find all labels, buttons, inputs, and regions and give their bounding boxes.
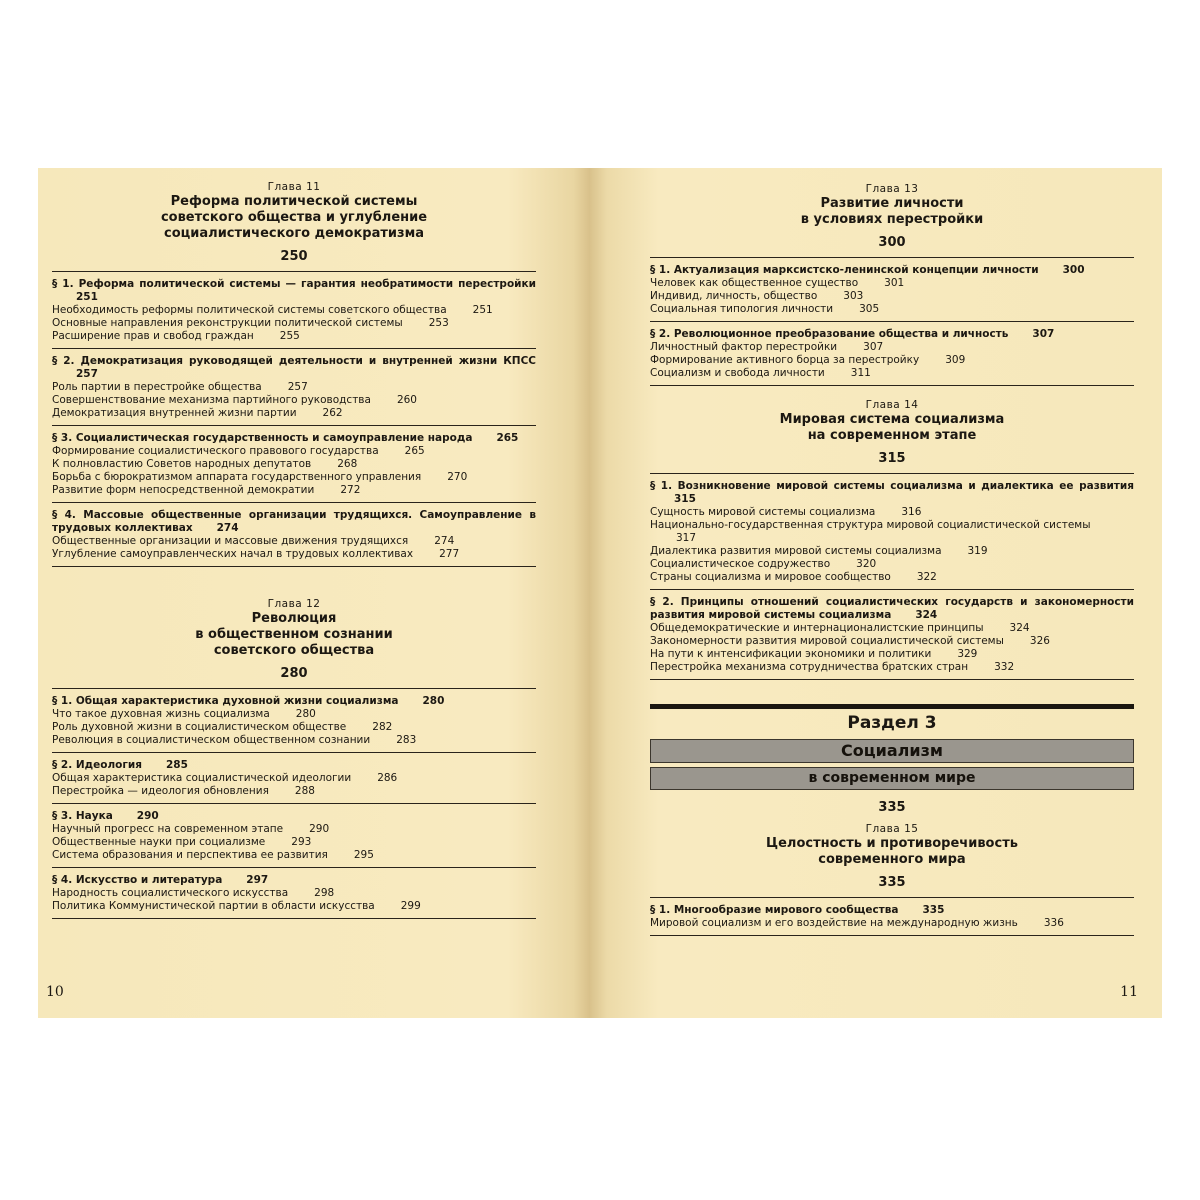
- toc-section: [650, 897, 1134, 936]
- section-heading-text: § 3. Наука: [52, 810, 113, 822]
- entry-text: Революция в социалистическом общественном сознании: [52, 734, 371, 746]
- toc-entry: [52, 317, 536, 330]
- entry-page: 320: [856, 558, 877, 570]
- chapter-label: Глава 13: [865, 183, 919, 195]
- chapter-15: [650, 822, 1134, 936]
- chapter-header: [52, 180, 536, 265]
- section-page: 297: [246, 874, 269, 886]
- toc-entry: [52, 823, 536, 836]
- section-page: 335: [922, 904, 945, 916]
- section-list: [52, 271, 536, 567]
- chapter-label: Глава 14: [865, 399, 919, 411]
- toc-entry: [52, 381, 536, 394]
- section-list: [650, 897, 1134, 936]
- toc-entry: [52, 484, 536, 497]
- toc-entry: [650, 519, 1134, 545]
- left-column: [52, 168, 536, 919]
- entry-page: 262: [322, 407, 343, 419]
- page-number-right: 11: [1120, 984, 1138, 1000]
- chapter-label: Глава 11: [267, 181, 321, 193]
- page-number-left: 10: [46, 984, 64, 1000]
- toc-entry: [52, 407, 536, 420]
- chapter-page: 335: [878, 875, 906, 890]
- section-heading-text: § 4. Массовые общественные организации трудящихся. Самоуправление в трудовых коллективах: [52, 509, 536, 534]
- razdel-page: 335: [878, 800, 906, 815]
- toc-section: [52, 752, 536, 803]
- toc-entry: [52, 304, 536, 317]
- toc-section: [52, 271, 536, 348]
- entry-page: 272: [340, 484, 361, 496]
- entry-text: Борьба с бюрократизмом аппарата государственного управления: [52, 471, 422, 483]
- entry-text: Социальная типология личности: [650, 303, 834, 315]
- section-heading: [52, 874, 536, 887]
- entry-page: 319: [967, 545, 988, 557]
- toc-entry: [650, 571, 1134, 584]
- toc-entry: [650, 661, 1134, 674]
- entry-text: Народность социалистического искусства: [52, 887, 289, 899]
- entry-text: Углубление самоуправленческих начал в трудовых коллективах: [52, 548, 414, 560]
- section-heading-text: § 4. Искусство и литература: [52, 874, 223, 886]
- entry-text: Общая характеристика социалистической идеологии: [52, 772, 352, 784]
- chapter-label: Глава 12: [267, 598, 321, 610]
- entry-text: Система образования и перспектива ее развития: [52, 849, 328, 861]
- entry-page: 277: [439, 548, 460, 560]
- chapter-header: [650, 182, 1134, 251]
- entry-text: Научный прогресс на современном этапе: [52, 823, 284, 835]
- entry-page: 280: [295, 708, 316, 720]
- section-heading-text: § 1. Возникновение мировой системы социализма и диалектика ее развития: [650, 480, 1134, 492]
- section-heading: [52, 810, 536, 823]
- entry-text: Роль духовной жизни в социалистическом обществе: [52, 721, 347, 733]
- entry-text: Закономерности развития мировой социалистической системы: [650, 635, 1004, 647]
- entry-text: Диалектика развития мировой системы социализма: [650, 545, 942, 557]
- entry-page: 322: [916, 571, 937, 583]
- entry-text: Перестройка механизма сотрудничества братских стран: [650, 661, 969, 673]
- toc-entry: [52, 445, 536, 458]
- toc-entry: [650, 545, 1134, 558]
- entry-page: 324: [1009, 622, 1030, 634]
- section-heading: [650, 596, 1134, 622]
- section-heading: [650, 904, 1134, 917]
- chapter-13: [650, 182, 1134, 386]
- entry-page: 282: [372, 721, 393, 733]
- entry-text: Что такое духовная жизнь социализма: [52, 708, 270, 720]
- toc-section: [52, 348, 536, 425]
- entry-page: 293: [291, 836, 312, 848]
- section-heading-text: § 2. Идеология: [52, 759, 142, 771]
- entry-page: 295: [353, 849, 374, 861]
- entry-text: Личностный фактор перестройки: [650, 341, 838, 353]
- section-heading: [52, 432, 536, 445]
- entry-text: Страны социализма и мировое сообщество: [650, 571, 891, 583]
- entry-page: 311: [850, 367, 871, 379]
- entry-page: 336: [1043, 917, 1064, 929]
- section-page: 257: [76, 368, 98, 380]
- entry-page: 303: [843, 290, 864, 302]
- section-page: 307: [1032, 328, 1055, 340]
- toc-section: [650, 321, 1134, 386]
- toc-entry: [52, 458, 536, 471]
- entry-text: Основные направления реконструкции политической системы: [52, 317, 403, 329]
- section-heading: [52, 759, 536, 772]
- entry-text: Развитие форм непосредственной демократии: [52, 484, 315, 496]
- entry-text: Общедемократические и интернационалистские принципы: [650, 622, 984, 634]
- toc-entry: [650, 506, 1134, 519]
- chapter-title-line: на современном этапе: [807, 428, 977, 443]
- toc-entry: [650, 341, 1134, 354]
- section-heading-text: § 1. Многообразие мирового сообщества: [650, 904, 899, 916]
- toc-section: [52, 502, 536, 567]
- chapter-title-line: Развитие личности: [820, 196, 964, 211]
- entry-page: 274: [434, 535, 455, 547]
- toc-entry: [52, 772, 536, 785]
- entry-text: Демократизация внутренней жизни партии: [52, 407, 297, 419]
- entry-text: Необходимость реформы политической системы советского общества: [52, 304, 447, 316]
- section-page: 300: [1062, 264, 1085, 276]
- razdel-band-2: в современном мире: [650, 767, 1134, 790]
- section-heading: [650, 328, 1134, 341]
- entry-page: 255: [279, 330, 300, 342]
- toc-section: [650, 257, 1134, 321]
- chapter-12: [52, 597, 536, 919]
- entry-text: Политика Коммунистической партии в области искусства: [52, 900, 375, 912]
- section-heading: [52, 355, 536, 381]
- section-list: [650, 257, 1134, 386]
- chapter-page: 280: [280, 666, 308, 681]
- entry-text: Роль партии в перестройке общества: [52, 381, 262, 393]
- toc-entry: [650, 303, 1134, 316]
- entry-page: 260: [396, 394, 417, 406]
- section-page: 280: [422, 695, 445, 707]
- entry-page: 270: [447, 471, 468, 483]
- entry-text: Общественные организации и массовые движения трудящихся: [52, 535, 409, 547]
- section-heading-text: § 2. Революционное преобразование общества и личность: [650, 328, 1009, 340]
- chapter-title-line: Реформа политической системы: [170, 194, 418, 209]
- chapter-title-line: Революция: [251, 611, 337, 626]
- toc-entry: [52, 887, 536, 900]
- toc-entry: [650, 558, 1134, 571]
- entry-text: Формирование активного борца за перестройку: [650, 354, 920, 366]
- entry-text: Национально-государственная структура мировой социалистической системы: [650, 519, 1091, 531]
- chapter-header: [650, 398, 1134, 467]
- toc-entry: [650, 917, 1134, 930]
- toc-section: [52, 803, 536, 867]
- chapter-title-line: социалистического демократизма: [164, 226, 424, 241]
- section-heading: [52, 278, 536, 304]
- toc-entry: [650, 367, 1134, 380]
- entry-page: 316: [901, 506, 922, 518]
- toc-entry: [52, 330, 536, 343]
- entry-text: Формирование социалистического правового государства: [52, 445, 379, 457]
- entry-text: Социалистическое содружество: [650, 558, 831, 570]
- toc-section: [650, 589, 1134, 680]
- left-page: [38, 168, 590, 1018]
- section-heading: [650, 480, 1134, 506]
- entry-text: Расширение прав и свобод граждан: [52, 330, 254, 342]
- entry-text: На пути к интенсификации экономики и политики: [650, 648, 932, 660]
- entry-page: 286: [377, 772, 398, 784]
- section-heading-text: § 1. Общая характеристика духовной жизни социализма: [52, 695, 399, 707]
- toc-entry: [52, 548, 536, 561]
- entry-page: 257: [287, 381, 308, 393]
- entry-page: 283: [396, 734, 417, 746]
- chapter-title-line: в общественном сознании: [195, 627, 393, 642]
- section-list: [52, 688, 536, 919]
- entry-page: 253: [428, 317, 449, 329]
- entry-text: К полновластию Советов народных депутатов: [52, 458, 312, 470]
- section-page: 265: [496, 432, 519, 444]
- toc-entry: [52, 900, 536, 913]
- chapter-title-line: в условиях перестройки: [800, 212, 984, 227]
- toc-entry: [52, 849, 536, 862]
- toc-entry: [52, 535, 536, 548]
- right-column: [650, 168, 1134, 936]
- section-page: 251: [76, 291, 98, 303]
- section-heading-text: § 2. Принципы отношений социалистических государств и закономерности развития мировой системы социализма: [650, 596, 1134, 621]
- toc-entry: [650, 277, 1134, 290]
- toc-entry: [52, 836, 536, 849]
- toc-entry: [52, 471, 536, 484]
- entry-page: 307: [863, 341, 884, 353]
- entry-page: 305: [859, 303, 880, 315]
- section-page: 290: [136, 810, 159, 822]
- section-page: 324: [915, 609, 938, 621]
- toc-entry: [52, 721, 536, 734]
- chapter-page: 250: [280, 249, 308, 264]
- entry-text: Мировой социализм и его воздействие на международную жизнь: [650, 917, 1018, 929]
- toc-entry: [650, 622, 1134, 635]
- toc-entry: [650, 354, 1134, 367]
- entry-text: Человек как общественное существо: [650, 277, 859, 289]
- chapter-title-line: современного мира: [818, 852, 966, 867]
- entry-page: 326: [1029, 635, 1050, 647]
- entry-text: Индивид, личность, общество: [650, 290, 818, 302]
- chapter-title-line: Целостность и противоречивость: [766, 836, 1018, 851]
- section-heading: [650, 264, 1134, 277]
- entry-text: Совершенствование механизма партийного руководства: [52, 394, 371, 406]
- razdel-band-1: Социализм: [650, 739, 1134, 763]
- entry-page: 299: [400, 900, 421, 912]
- entry-page: 329: [957, 648, 978, 660]
- chapter-header: [650, 822, 1134, 891]
- toc-entry: [52, 708, 536, 721]
- entry-page: 309: [945, 354, 966, 366]
- entry-page: 251: [472, 304, 493, 316]
- section-page: 285: [165, 759, 188, 771]
- entry-page: 332: [994, 661, 1015, 673]
- entry-page: 265: [404, 445, 425, 457]
- toc-entry: [650, 648, 1134, 661]
- toc-section: [52, 425, 536, 502]
- chapter-header: [52, 597, 536, 682]
- entry-page: 288: [294, 785, 315, 797]
- entry-page: 268: [337, 458, 358, 470]
- entry-page: 301: [884, 277, 905, 289]
- chapter-label: Глава 15: [865, 823, 919, 835]
- right-page: [590, 168, 1162, 1018]
- section-heading: [52, 509, 536, 535]
- section-heading-text: § 1. Реформа политической системы — гарантия необратимости перестройки: [52, 278, 536, 290]
- section-page: 315: [674, 493, 696, 505]
- entry-text: Социализм и свобода личности: [650, 367, 825, 379]
- entry-text: Общественные науки при социализме: [52, 836, 266, 848]
- chapter-page: 300: [878, 235, 906, 250]
- toc-entry: [52, 785, 536, 798]
- section-page: 274: [216, 522, 239, 534]
- section-list: [650, 473, 1134, 680]
- chapter-title-line: Мировая система социализма: [779, 412, 1005, 427]
- entry-text: Перестройка — идеология обновления: [52, 785, 269, 797]
- chapter-title-line: советского общества и углубление: [160, 210, 428, 225]
- toc-section: [650, 473, 1134, 589]
- chapter-11: [52, 180, 536, 567]
- toc-entry: [52, 734, 536, 747]
- entry-text: Сущность мировой системы социализма: [650, 506, 876, 518]
- chapter-14: [650, 398, 1134, 680]
- toc-section: [52, 867, 536, 919]
- section-heading-text: § 3. Социалистическая государственность и самоуправление народа: [52, 432, 473, 444]
- entry-page: 317: [676, 532, 697, 544]
- chapter-title-line: советского общества: [213, 643, 375, 658]
- toc-entry: [650, 635, 1134, 648]
- entry-page: 298: [314, 887, 335, 899]
- section-heading-text: § 1. Актуализация марксистско-ленинской концепции личности: [650, 264, 1039, 276]
- entry-page: 290: [309, 823, 330, 835]
- toc-entry: [650, 290, 1134, 303]
- razdel-title: Раздел 3: [847, 713, 937, 733]
- section-heading-text: § 2. Демократизация руководящей деятельности и внутренней жизни КПСС: [52, 355, 536, 367]
- toc-section: [52, 688, 536, 752]
- section-3-header: [650, 704, 1134, 816]
- chapter-page: 315: [878, 451, 906, 466]
- toc-entry: [52, 394, 536, 407]
- section-heading: [52, 695, 536, 708]
